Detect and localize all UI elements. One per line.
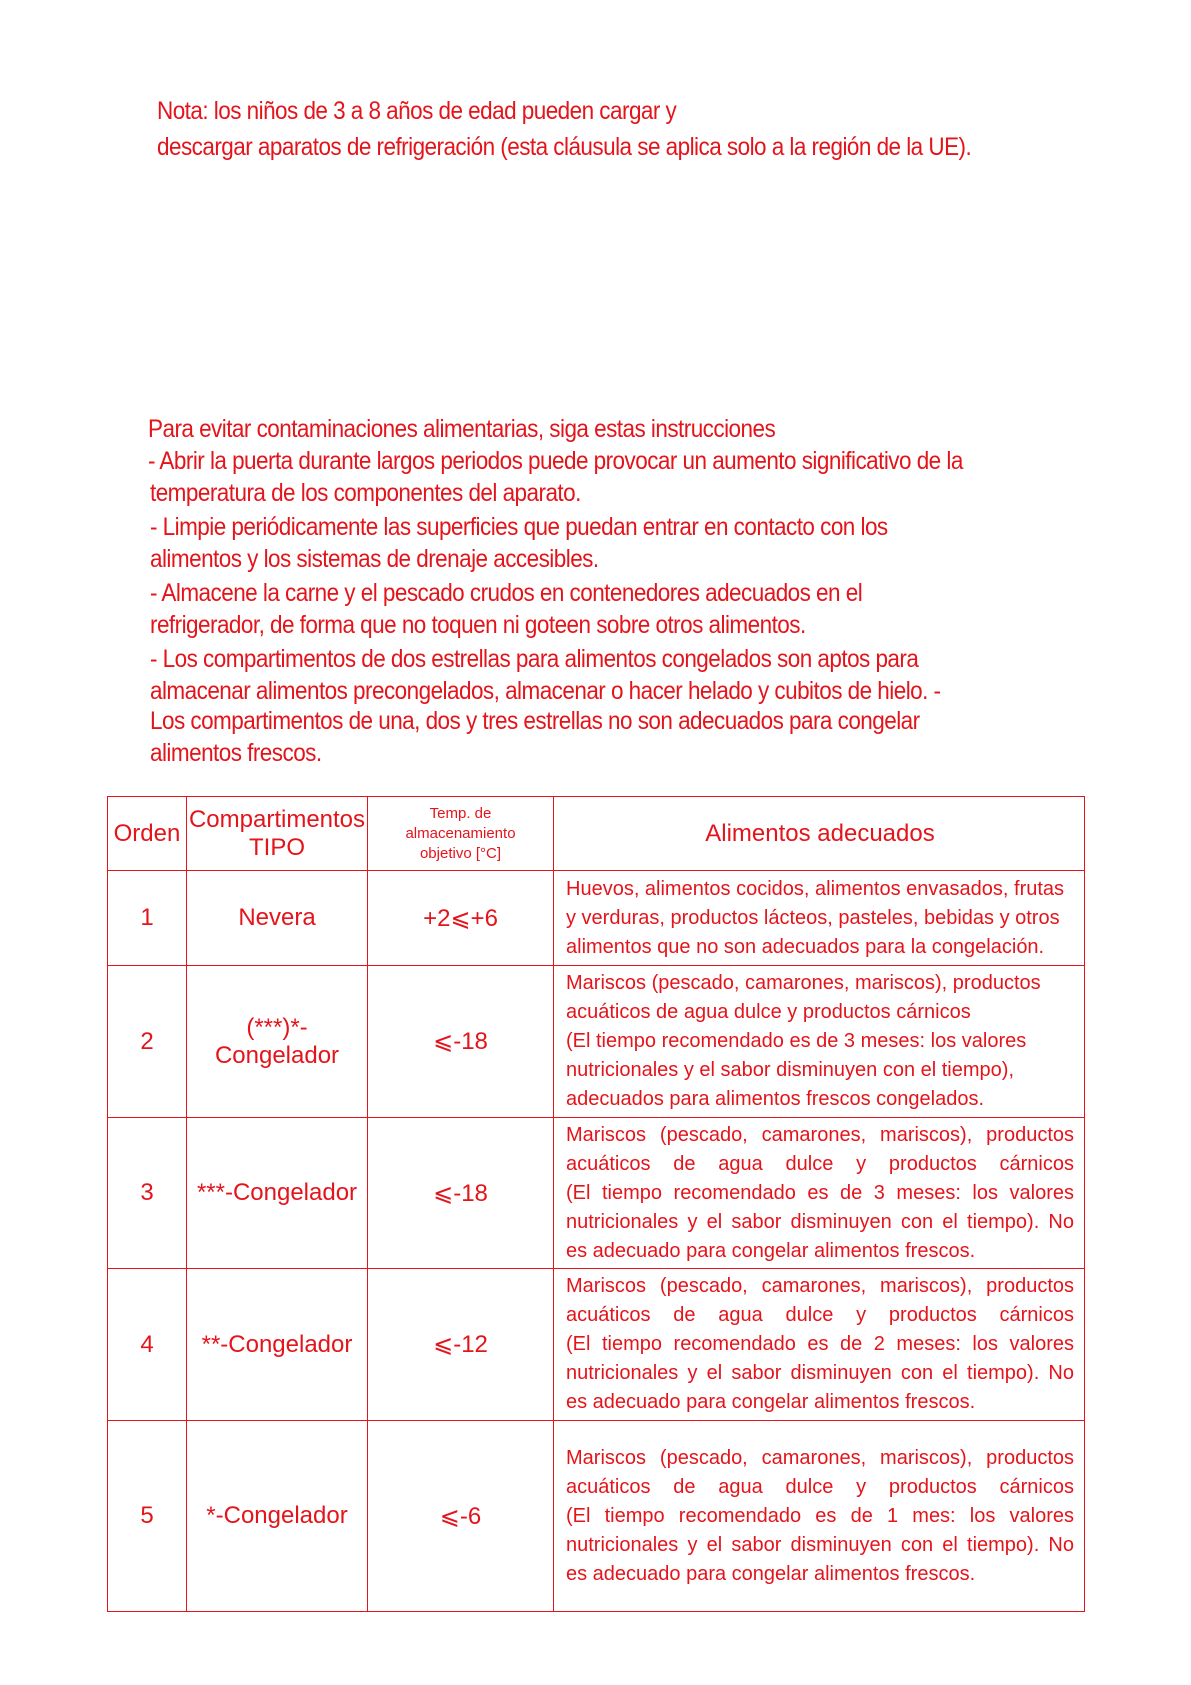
row-food xyxy=(554,1421,1085,1612)
table-row xyxy=(108,871,1085,966)
row-order: 4 xyxy=(108,1269,187,1421)
header-order: Orden xyxy=(108,797,187,871)
food-line: (El tiempo recomendado es de 2 meses: los valores xyxy=(566,1333,1074,1355)
row-order: 1 xyxy=(108,871,187,966)
header-food: Alimentos adecuados xyxy=(554,797,1085,871)
header-temp xyxy=(368,797,554,871)
instruction-line: temperatura de los componentes del aparato. xyxy=(150,479,581,507)
header-temp-line3: objetivo [°C] xyxy=(419,844,502,862)
row-food xyxy=(554,1269,1085,1421)
food-line: acuáticos de agua dulce y productos cárnicos xyxy=(566,1304,1074,1326)
food-line: Mariscos (pescado, camarones, mariscos), productos xyxy=(566,1446,1074,1469)
instructions-heading: Para evitar contaminaciones alimentarias, siga estas instrucciones xyxy=(148,415,776,443)
instruction-line: Los compartimentos de una, dos y tres estrellas no son adecuados para congelar xyxy=(150,707,920,735)
table-row xyxy=(108,1421,1085,1612)
food-line: Mariscos (pescado, camarones, mariscos), productos xyxy=(566,1123,1074,1146)
instruction-line: - Los compartimentos de dos estrellas para alimentos congelados son aptos para xyxy=(150,645,919,673)
row-type: Nevera xyxy=(187,871,368,966)
row-order: 2 xyxy=(108,966,187,1118)
food-line: Huevos, alimentos cocidos, alimentos envasados, frutas xyxy=(566,877,1065,900)
header-type-line2: TIPO xyxy=(248,833,305,861)
header-temp-line2: almacenamiento xyxy=(405,824,516,842)
row-order: 3 xyxy=(108,1118,187,1269)
food-line: acuáticos de agua dulce y productos cárnicos xyxy=(566,1001,971,1023)
food-line: nutricionales y el sabor disminuyen con el tiempo). No xyxy=(566,1362,1074,1384)
table-row xyxy=(108,966,1085,1118)
instruction-line: almacenar alimentos precongelados, almacenar o hacer helado y cubitos de hielo. - xyxy=(150,677,941,705)
food-line: nutricionales y el sabor disminuyen con el tiempo). No xyxy=(566,1210,1074,1233)
row-temp: ⩽-12 xyxy=(368,1269,554,1421)
row-order: 5 xyxy=(108,1421,187,1612)
food-line: nutricionales y el sabor disminuyen con el tiempo). No xyxy=(566,1533,1074,1556)
food-line: alimentos que no son adecuados para la congelación. xyxy=(566,935,1045,958)
header-temp-line1: Temp. de xyxy=(429,804,492,822)
row-food xyxy=(554,966,1085,1118)
food-line: adecuados para alimentos frescos congelados. xyxy=(566,1088,985,1110)
food-line: acuáticos de agua dulce y productos cárnicos xyxy=(566,1152,1074,1175)
row-temp: ⩽-6 xyxy=(368,1421,554,1612)
instruction-line: alimentos frescos. xyxy=(150,739,322,767)
row-temp: ⩽-18 xyxy=(368,1118,554,1269)
row-temp: ⩽-18 xyxy=(368,966,554,1118)
row-temp: +2⩽+6 xyxy=(368,871,554,966)
row-type: **-Congelador xyxy=(187,1269,368,1421)
note-line-2: descargar aparatos de refrigeración (esta cláusula se aplica solo a la región de la UE). xyxy=(157,133,972,161)
food-line: (El tiempo recomendado es de 3 meses: los valores xyxy=(566,1181,1074,1204)
note-line-1: Nota: los niños de 3 a 8 años de edad pueden cargar y xyxy=(157,97,677,125)
header-type-line1: Compartimentos xyxy=(188,805,366,833)
row-type: ***-Congelador xyxy=(187,1118,368,1269)
instruction-line: refrigerador, de forma que no toquen ni goteen sobre otros alimentos. xyxy=(150,611,806,639)
food-line: acuáticos de agua dulce y productos cárnicos xyxy=(566,1475,1074,1498)
instruction-line: - Limpie periódicamente las superficies que puedan entrar en contacto con los xyxy=(150,513,888,541)
row-type: (***)*-Congelador xyxy=(187,966,368,1118)
food-line: es adecuado para congelar alimentos frescos. xyxy=(566,1239,976,1262)
food-line: (El tiempo recomendado es de 1 mes: los valores xyxy=(566,1504,1074,1527)
instruction-line: - Almacene la carne y el pescado crudos en contenedores adecuados en el xyxy=(150,579,863,607)
food-line: Mariscos (pescado, camarones, mariscos), productos xyxy=(566,972,1041,994)
row-type: *-Congelador xyxy=(187,1421,368,1612)
header-type xyxy=(187,797,368,871)
table-row xyxy=(108,1269,1085,1421)
food-line: es adecuado para congelar alimentos frescos. xyxy=(566,1562,976,1585)
instruction-line: - Abrir la puerta durante largos periodos puede provocar un aumento significativo de la xyxy=(148,447,963,475)
food-line: es adecuado para congelar alimentos frescos. xyxy=(566,1391,976,1413)
row-food xyxy=(554,1118,1085,1269)
food-line: (El tiempo recomendado es de 3 meses: los valores xyxy=(566,1030,1027,1052)
food-line: Mariscos (pescado, camarones, mariscos), productos xyxy=(566,1275,1074,1297)
food-line: y verduras, productos lácteos, pasteles, bebidas y otros xyxy=(566,906,1060,929)
compartments-table xyxy=(107,796,1085,1612)
table-row xyxy=(108,1118,1085,1269)
food-line: nutricionales y el sabor disminuyen con el tiempo), xyxy=(566,1059,1014,1081)
row-food xyxy=(554,871,1085,966)
table-header-row xyxy=(108,797,1085,871)
instruction-line: alimentos y los sistemas de drenaje accesibles. xyxy=(150,545,599,573)
